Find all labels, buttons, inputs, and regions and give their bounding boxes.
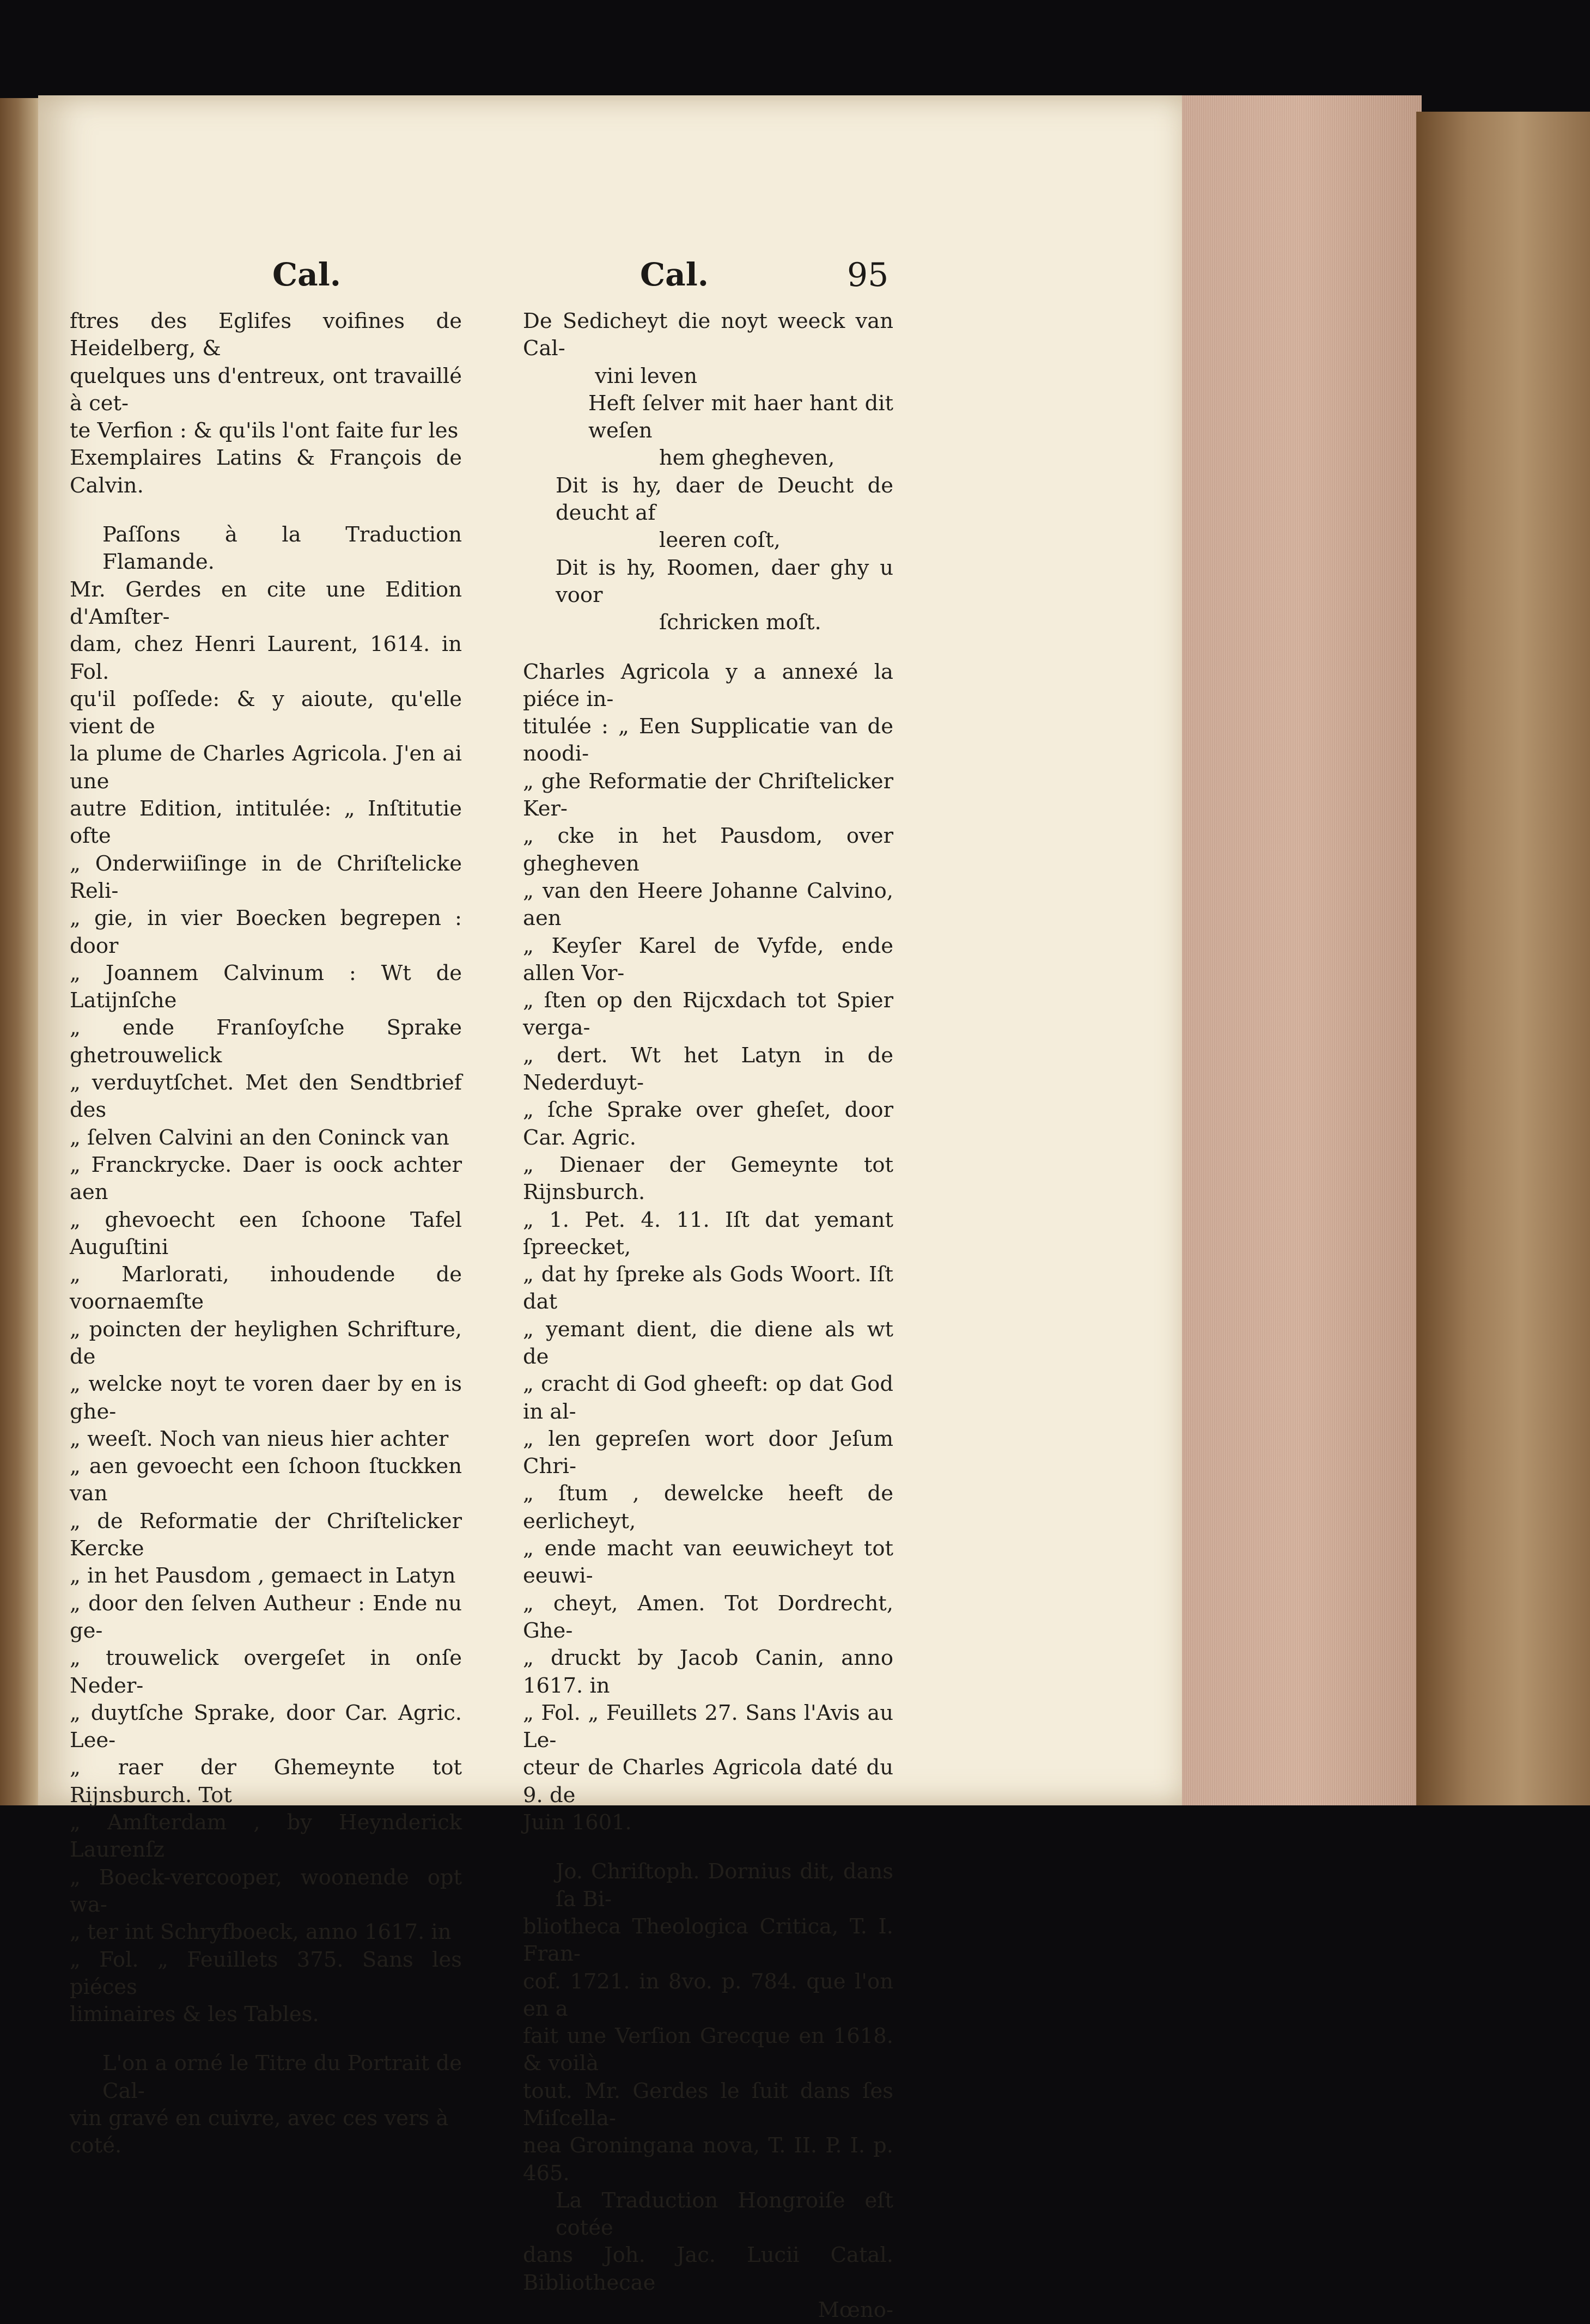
poem-line: Dit is hy, Roomen, daer ghy u voor	[556, 555, 893, 607]
poem-line: De Sedicheyt die noyt weeck van Cal-	[523, 309, 893, 361]
text-line: „ verduytſchet. Met den Sendtbrief des	[70, 1070, 462, 1123]
text-line: „ ſelven Calvini an den Coninck van	[70, 1125, 449, 1150]
text-line: „ ſten op den Rijcxdach tot Spier verga-	[523, 988, 893, 1041]
text-line: te Verfion : & qu'ils l'ont faite fur les	[70, 418, 459, 443]
poem-line: hem ghegheven,	[659, 446, 835, 471]
text-line: Jo. Chriſtoph. Dornius dit, dans ſa Bi-	[556, 1859, 893, 1912]
text-line: L'on a orné le Titre du Portrait de Cal-	[102, 2051, 462, 2103]
poem-line: Heft ſelver mit haer hant dit weſen	[588, 391, 893, 443]
text-line: „ cheyt, Amen. Tot Dordrecht, Ghe-	[523, 1591, 893, 1643]
page-edges-fore-edge	[1182, 95, 1422, 1805]
text-line: „ gie, in vier Boecken begrepen : door	[70, 906, 462, 958]
text-line: „ 1. Pet. 4. 11. Iſt dat yemant ſpreecket,	[523, 1207, 893, 1260]
text-line: „ duytſche Sprake, door Car. Agric. Lee-	[70, 1700, 462, 1753]
text-line: „ ghe Reformatie der Chriſtelicker Ker-	[523, 769, 893, 822]
text-line: Charles Agricola y a annexé la piéce in-	[523, 659, 893, 711]
text-line: „ ende Franſoyſche Sprake ghetrouwelick	[70, 1015, 462, 1068]
right-column-header: Cal.	[640, 256, 709, 293]
text-line: quelques uns d'entreux, ont travaillé à cet-	[70, 363, 462, 416]
paragraph-gap	[70, 500, 462, 521]
text-line: „ ter int Schryfboeck, anno 1617. in	[70, 1920, 452, 1945]
text-line: vin gravé en cuivre, avec ces vers à	[70, 2106, 449, 2131]
text-line: „ Amſterdam , by Heynderick Laurenſz	[70, 1810, 462, 1863]
poem-line: leeren coſt,	[659, 528, 781, 553]
text-line: titulée : „ Een Supplicatie van de noodi-	[523, 714, 893, 766]
text-line: „ Fol. „ Feuillets 27. Sans l'Avis au Le-	[523, 1700, 893, 1753]
text-line: „ Marlorati, inhoudende de voornaemſte	[70, 1262, 462, 1315]
text-line: „ trouwelick overgeſet in onſe Neder-	[70, 1646, 462, 1698]
text-line: fait une Verſion Grecque en 1618. & voilà	[523, 2024, 893, 2076]
text-line: „ raer der Ghemeynte tot Rijnsburch. Tot	[70, 1755, 462, 1808]
text-line: „ aen gevoecht een ſchoon ſtuckken van	[70, 1454, 462, 1506]
text-line: autre Edition, intitulée: „ Inſtitutie ofte	[70, 796, 462, 849]
text-line: Mr. Gerdes en cite une Edition d'Amſter-	[70, 577, 462, 629]
book-cover-edge	[1416, 112, 1590, 1805]
text-line: „ len gepreſen wort door Jeſum Chri-	[523, 1426, 893, 1479]
text-line: ftres des Eglifes voifines de Heidelberg, &	[70, 309, 462, 361]
text-line: „ in het Pausdom , gemaect in Latyn	[70, 1563, 456, 1589]
text-line: „ cracht di God gheeft: op dat God in al-	[523, 1372, 893, 1424]
text-line: „ cke in het Pausdom, over ghegheven	[523, 824, 893, 876]
right-column	[523, 308, 893, 2324]
text-line: coté.	[70, 2133, 122, 2158]
text-line: „ dat hy ſpreke als Gods Woort. Iſt dat	[523, 1262, 893, 1315]
left-column	[70, 308, 462, 2160]
poem-line: ſchricken moſt.	[659, 610, 821, 635]
text-line: „ dert. Wt het Latyn in de Nederduyt-	[523, 1043, 893, 1096]
text-line: „ ende macht van eeuwicheyt tot eeuwi-	[523, 1536, 893, 1589]
text-line: la plume de Charles Agricola. J'en ai une	[70, 741, 462, 794]
text-line: dam, chez Henri Laurent, 1614. in Fol.	[70, 632, 462, 684]
text-line: Paſſons à la Traduction Flamande.	[102, 522, 462, 575]
text-line: „ yemant dient, die diene als wt de	[523, 1317, 893, 1369]
text-line: „ druckt by Jacob Canin, anno 1617. in	[523, 1646, 893, 1698]
text-line: nea Groningana nova, T. II. P. I. p. 465.	[523, 2133, 893, 2186]
text-line: „ welcke noyt te voren daer by en is ghe-	[70, 1372, 462, 1424]
left-column-header: Cal.	[272, 256, 341, 293]
text-line: Juin 1601.	[523, 1810, 632, 1835]
text-line: tout. Mr. Gerdes le ſuit dans ſes Miſcella-	[523, 2078, 893, 2131]
catchword: Mœno-	[818, 2298, 893, 2323]
text-line: „ Dienaer der Gemeynte tot Rijnsburch.	[523, 1152, 893, 1205]
text-line: bliotheca Theologica Critica, T. I. Fran-	[523, 1914, 893, 1967]
text-line: „ weeſt. Noch van nieus hier achter	[70, 1426, 449, 1451]
paragraph-gap	[523, 637, 893, 659]
text-line: cteur de Charles Agricola daté du 9. de	[523, 1755, 893, 1808]
paragraph-gap	[70, 2028, 462, 2050]
text-line: „ Boeck-vercooper, woonende opt wa-	[70, 1865, 462, 1917]
text-line: dans Joh. Jac. Lucii Catal. Bibliothecae	[523, 2243, 893, 2295]
text-line: „ poincten der heylighen Schrifture, de	[70, 1317, 462, 1369]
text-line: Exemplaires Latins & François de Calvin.	[70, 446, 462, 498]
text-line: cof. 1721. in 8vo. p. 784. que l'on en a	[523, 1969, 893, 2021]
text-line: „ door den ſelven Autheur : Ende nu ge-	[70, 1591, 462, 1643]
text-line: „ Fol. „ Feuillets 375. Sans les piéces	[70, 1947, 462, 1999]
paragraph-gap	[523, 1836, 893, 1858]
poem-line: vini leven	[595, 363, 697, 388]
text-line: „ Keyſer Karel de Vyfde, ende allen Vor-	[523, 933, 893, 985]
text-line: qu'il poſſede: & y aioute, qu'elle vient de	[70, 686, 462, 739]
text-line: La Traduction Hongroiſe eſt cotée	[556, 2188, 893, 2241]
text-line: „ Joannem Calvinum : Wt de Latijnſche	[70, 960, 462, 1013]
poem-line: Dit is hy, daer de Deucht de deucht af	[556, 473, 893, 526]
text-line: „ ghevoecht een ſchoone Tafel Auguſtini	[70, 1207, 462, 1260]
page-number: 95	[847, 256, 889, 294]
text-line: „ ſche Sprake over gheſet, door Car. Agric.	[523, 1098, 893, 1150]
book-spine-edge	[0, 98, 44, 1805]
text-line: „ de Reformatie der Chriſtelicker Kercke	[70, 1508, 462, 1561]
text-line: „ van den Heere Johanne Calvino, aen	[523, 878, 893, 931]
text-line: liminaires & les Tables.	[70, 2002, 319, 2027]
text-line: „ Onderwiiſinge in de Chriſtelicke Reli-	[70, 851, 462, 903]
text-line: „ ſtum , dewelcke heeft de eerlicheyt,	[523, 1481, 893, 1534]
text-line: „ Franckrycke. Daer is oock achter aen	[70, 1152, 462, 1205]
